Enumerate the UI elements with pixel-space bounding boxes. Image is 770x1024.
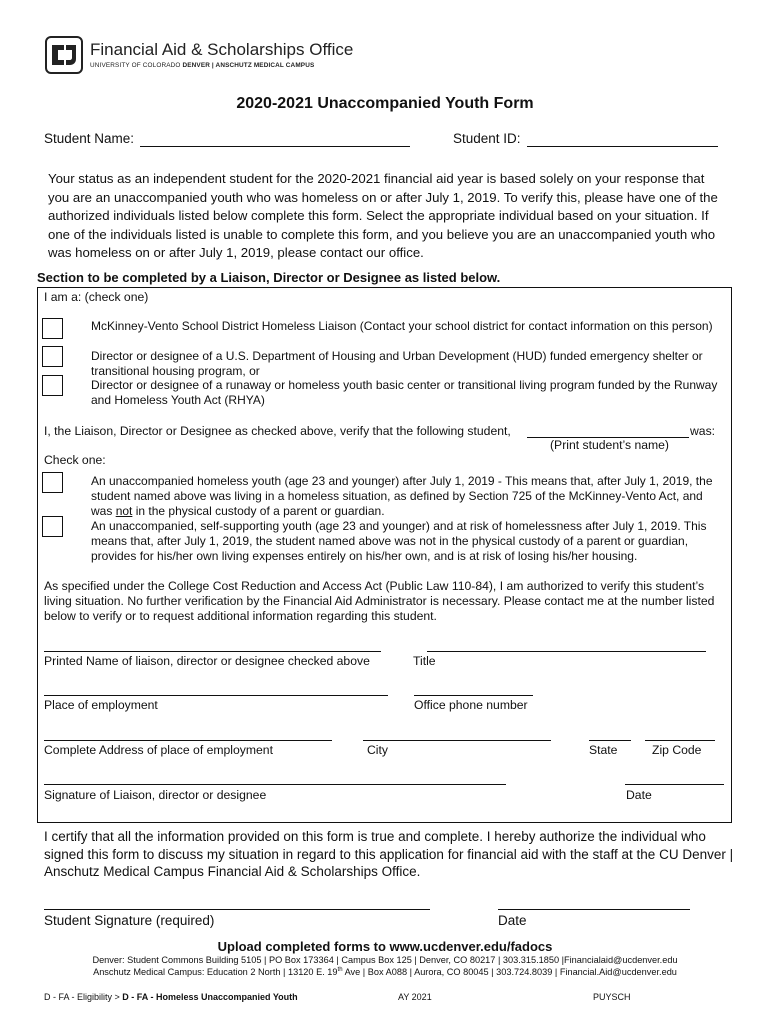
- printed-name-field[interactable]: [44, 651, 381, 652]
- student-date-field[interactable]: [498, 909, 690, 910]
- city-field[interactable]: [363, 740, 551, 741]
- authority-paragraph: As specified under the College Cost Reduction and Access Act (Public Law 110-84), I am authorized to verify this student’s living situation. No further verification by the Financial Aid Administrator is necessary. Please contact me at the number listed below to verify or to request additional information regarding this student.: [44, 579, 715, 623]
- status-option-homeless: An unaccompanied homeless youth (age 23 and younger) after July 1, 2019 - This means that, after July 1, 2019, the student named above was living in a homeless situation, as defined by Section 725 of the McKinney-Vento Act, and was not in the physical custody of a parent or guardian.: [91, 474, 713, 518]
- footer-year: AY 2021: [398, 992, 432, 1002]
- role-option-rhya: Director or designee of a runaway or homeless youth basic center or transitional living program funded by the Runway and Homeless Youth Act (RHYA): [91, 378, 718, 407]
- footer-code: PUYSCH: [593, 992, 631, 1002]
- zip-label: Zip Code: [652, 743, 702, 757]
- role-checkbox-liaison[interactable]: [42, 318, 63, 339]
- print-name-caption: (Print student’s name): [550, 438, 669, 452]
- printed-name-label: Printed Name of liaison, director or designee checked above: [44, 654, 370, 668]
- org-name: Financial Aid & Scholarships Office: [90, 40, 354, 59]
- student-name-label: Student Name:: [44, 131, 135, 146]
- city-label: City: [367, 743, 388, 757]
- certification-paragraph: I certify that all the information provided on this form is true and complete. I hereby authorize the individual who signed this form to discuss my situation in regard to this application for financial aid with the staff at the CU Denver | Anschutz Medical Campus Financial Aid & Scholarships Office.: [44, 829, 734, 879]
- liaison-signature-field[interactable]: [44, 784, 506, 785]
- status-checkbox-at-risk[interactable]: [42, 516, 63, 537]
- student-date-label: Date: [498, 913, 527, 928]
- state-field[interactable]: [589, 740, 631, 741]
- zip-field[interactable]: [645, 740, 715, 741]
- student-signature-field[interactable]: [44, 909, 430, 910]
- role-option-hud: Director or designee of a U.S. Department of Housing and Urban Development (HUD) funded emergency shelter or transitional housing program, or: [91, 349, 703, 378]
- student-signature-label: Student Signature (required): [44, 913, 215, 928]
- contact-denver: Denver: Student Commons Building 5105 | PO Box 173364 | Campus Box 125 | Denver, CO 80217 | 303.315.1850 |Financialaid@ucdenver.edu: [92, 955, 678, 965]
- i-am-label: I am a: (check one): [44, 290, 149, 304]
- status-checkbox-homeless[interactable]: [42, 472, 63, 493]
- cu-logo-icon: [45, 36, 83, 74]
- office-phone-field[interactable]: [414, 695, 533, 696]
- state-label: State: [589, 743, 618, 757]
- upload-instructions: Upload completed forms to www.ucdenver.edu/fadocs: [217, 939, 553, 954]
- office-phone-label: Office phone number: [414, 698, 528, 712]
- role-checkbox-rhya[interactable]: [42, 375, 63, 396]
- student-id-field[interactable]: [527, 146, 718, 147]
- liaison-date-label: Date: [626, 788, 652, 802]
- place-of-employment-label: Place of employment: [44, 698, 158, 712]
- section-heading: Section to be completed by a Liaison, Director or Designee as listed below.: [37, 270, 501, 285]
- intro-paragraph: Your status as an independent student for the 2020-2021 financial aid year is based solely on your response that you are an unaccompanied youth who was homeless on or after July 1, 2019. To verify this, please have one of the authorized individuals listed below complete this form. Select the appropriate individual based on your situation. If one of the individuals listed is unable to complete this form, and you believe you are an unaccompanied youth who was homeless on or after July 1, 2019, please contact our office.: [48, 171, 718, 261]
- form-title: 2020-2021 Unaccompanied Youth Form: [236, 95, 534, 112]
- status-option-at-risk: An unaccompanied, self-supporting youth (age 23 and younger) and at risk of homelessness after July 1, 2019. This means that, after July 1, 2019, the student named above was not in the physical custody of a parent or guardian, provides for his/her own living expenses entirely on his/her own, and is at risk of losing his/her housing.: [91, 519, 707, 563]
- address-field[interactable]: [44, 740, 332, 741]
- student-id-label: Student ID:: [453, 131, 521, 146]
- liaison-signature-label: Signature of Liaison, director or designee: [44, 788, 267, 802]
- place-of-employment-field[interactable]: [44, 695, 388, 696]
- check-one-label: Check one:: [44, 453, 106, 467]
- title-label: Title: [413, 654, 436, 668]
- address-label: Complete Address of place of employment: [44, 743, 273, 757]
- org-subtitle: UNIVERSITY OF COLORADO DENVER | ANSCHUTZ MEDICAL CAMPUS: [90, 62, 315, 69]
- footer-path: D - FA - Eligibility > D - FA - Homeless Unaccompanied Youth: [44, 992, 298, 1002]
- verify-was: was:: [690, 424, 716, 438]
- student-name-field[interactable]: [140, 146, 410, 147]
- role-checkbox-hud[interactable]: [42, 346, 63, 367]
- role-option-liaison: McKinney-Vento School District Homeless Liaison (Contact your school district for contact information on this person): [91, 319, 713, 333]
- liaison-date-field[interactable]: [625, 784, 724, 785]
- title-field[interactable]: [427, 651, 706, 652]
- contact-anschutz: Anschutz Medical Campus: Education 2 North | 13120 E. 19th Ave | Box A088 | Aurora, CO 80045 | 303.724.8039 | Financial.Aid@ucdenver.edu: [93, 967, 677, 978]
- verify-text: I, the Liaison, Director or Designee as checked above, verify that the following student,: [44, 424, 511, 438]
